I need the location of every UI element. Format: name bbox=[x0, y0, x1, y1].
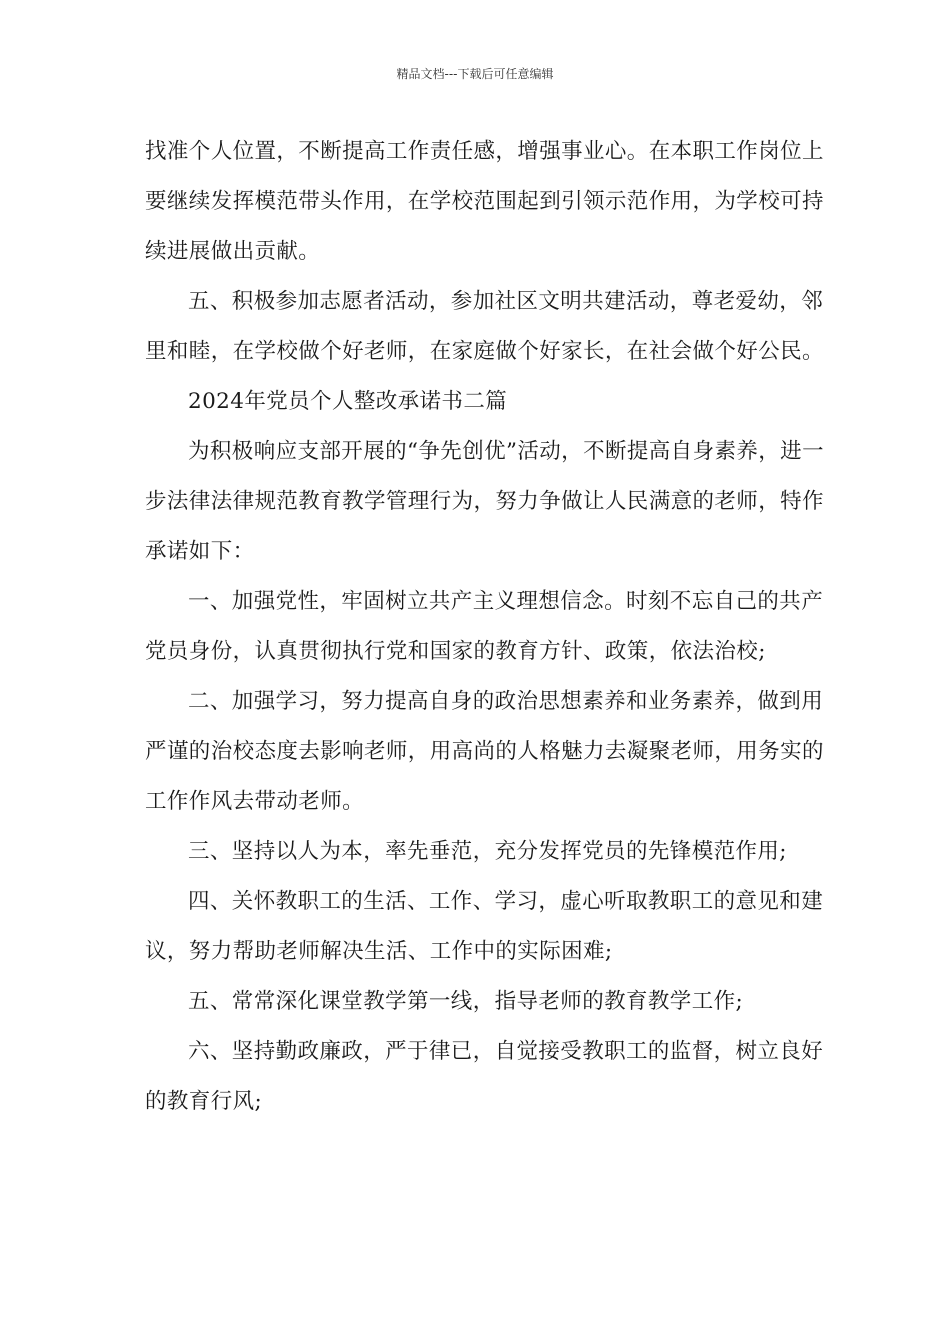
paragraph: 三、坚持以人为本，率先垂范，充分发挥党员的先锋模范作用; bbox=[188, 839, 787, 864]
paragraph: 五、积极参加志愿者活动，参加社区文明共建活动，尊老爱幼，邻里和睦，在学校做个好老师，在家庭做个好家长，在社会做个好公民。 bbox=[145, 289, 824, 364]
page-header: 精品文档---下载后可任意编辑 bbox=[396, 67, 554, 81]
paragraph: 为积极响应支部开展的“争先创优”活动，不断提高自身素养，进一步法律法律规范教育教学管理行为，努力争做让人民满意的老师，特作承诺如下： bbox=[145, 439, 824, 564]
document-body bbox=[145, 127, 835, 1127]
paragraph: 找准个人位置，不断提高工作责任感，增强事业心。在本职工作岗位上要继续发挥模范带头作用，在学校范围起到引领示范作用，为学校可持续进展做出贡献。 bbox=[145, 139, 824, 264]
paragraph: 二、加强学习，努力提高自身的政治思想素养和业务素养，做到用严谨的治校态度去影响老师，用高尚的人格魅力去凝聚老师，用务实的工作作风去带动老师。 bbox=[145, 689, 824, 814]
paragraph: 六、坚持勤政廉政，严于律已，自觉接受教职工的监督，树立良好的教育行风; bbox=[145, 1039, 824, 1114]
paragraph: 一、加强党性，牢固树立共产主义理想信念。时刻不忘自己的共产党员身份，认真贯彻执行党和国家的教育方针、政策，依法治校; bbox=[145, 589, 824, 664]
paragraph: 五、常常深化课堂教学第一线，指导老师的教育教学工作; bbox=[188, 989, 744, 1014]
section-title: 2024年党员个人整改承诺书二篇 bbox=[188, 389, 508, 414]
paragraph: 四、关怀教职工的生活、工作、学习，虚心听取教职工的意见和建议，努力帮助老师解决生活、工作中的实际困难; bbox=[145, 889, 824, 964]
